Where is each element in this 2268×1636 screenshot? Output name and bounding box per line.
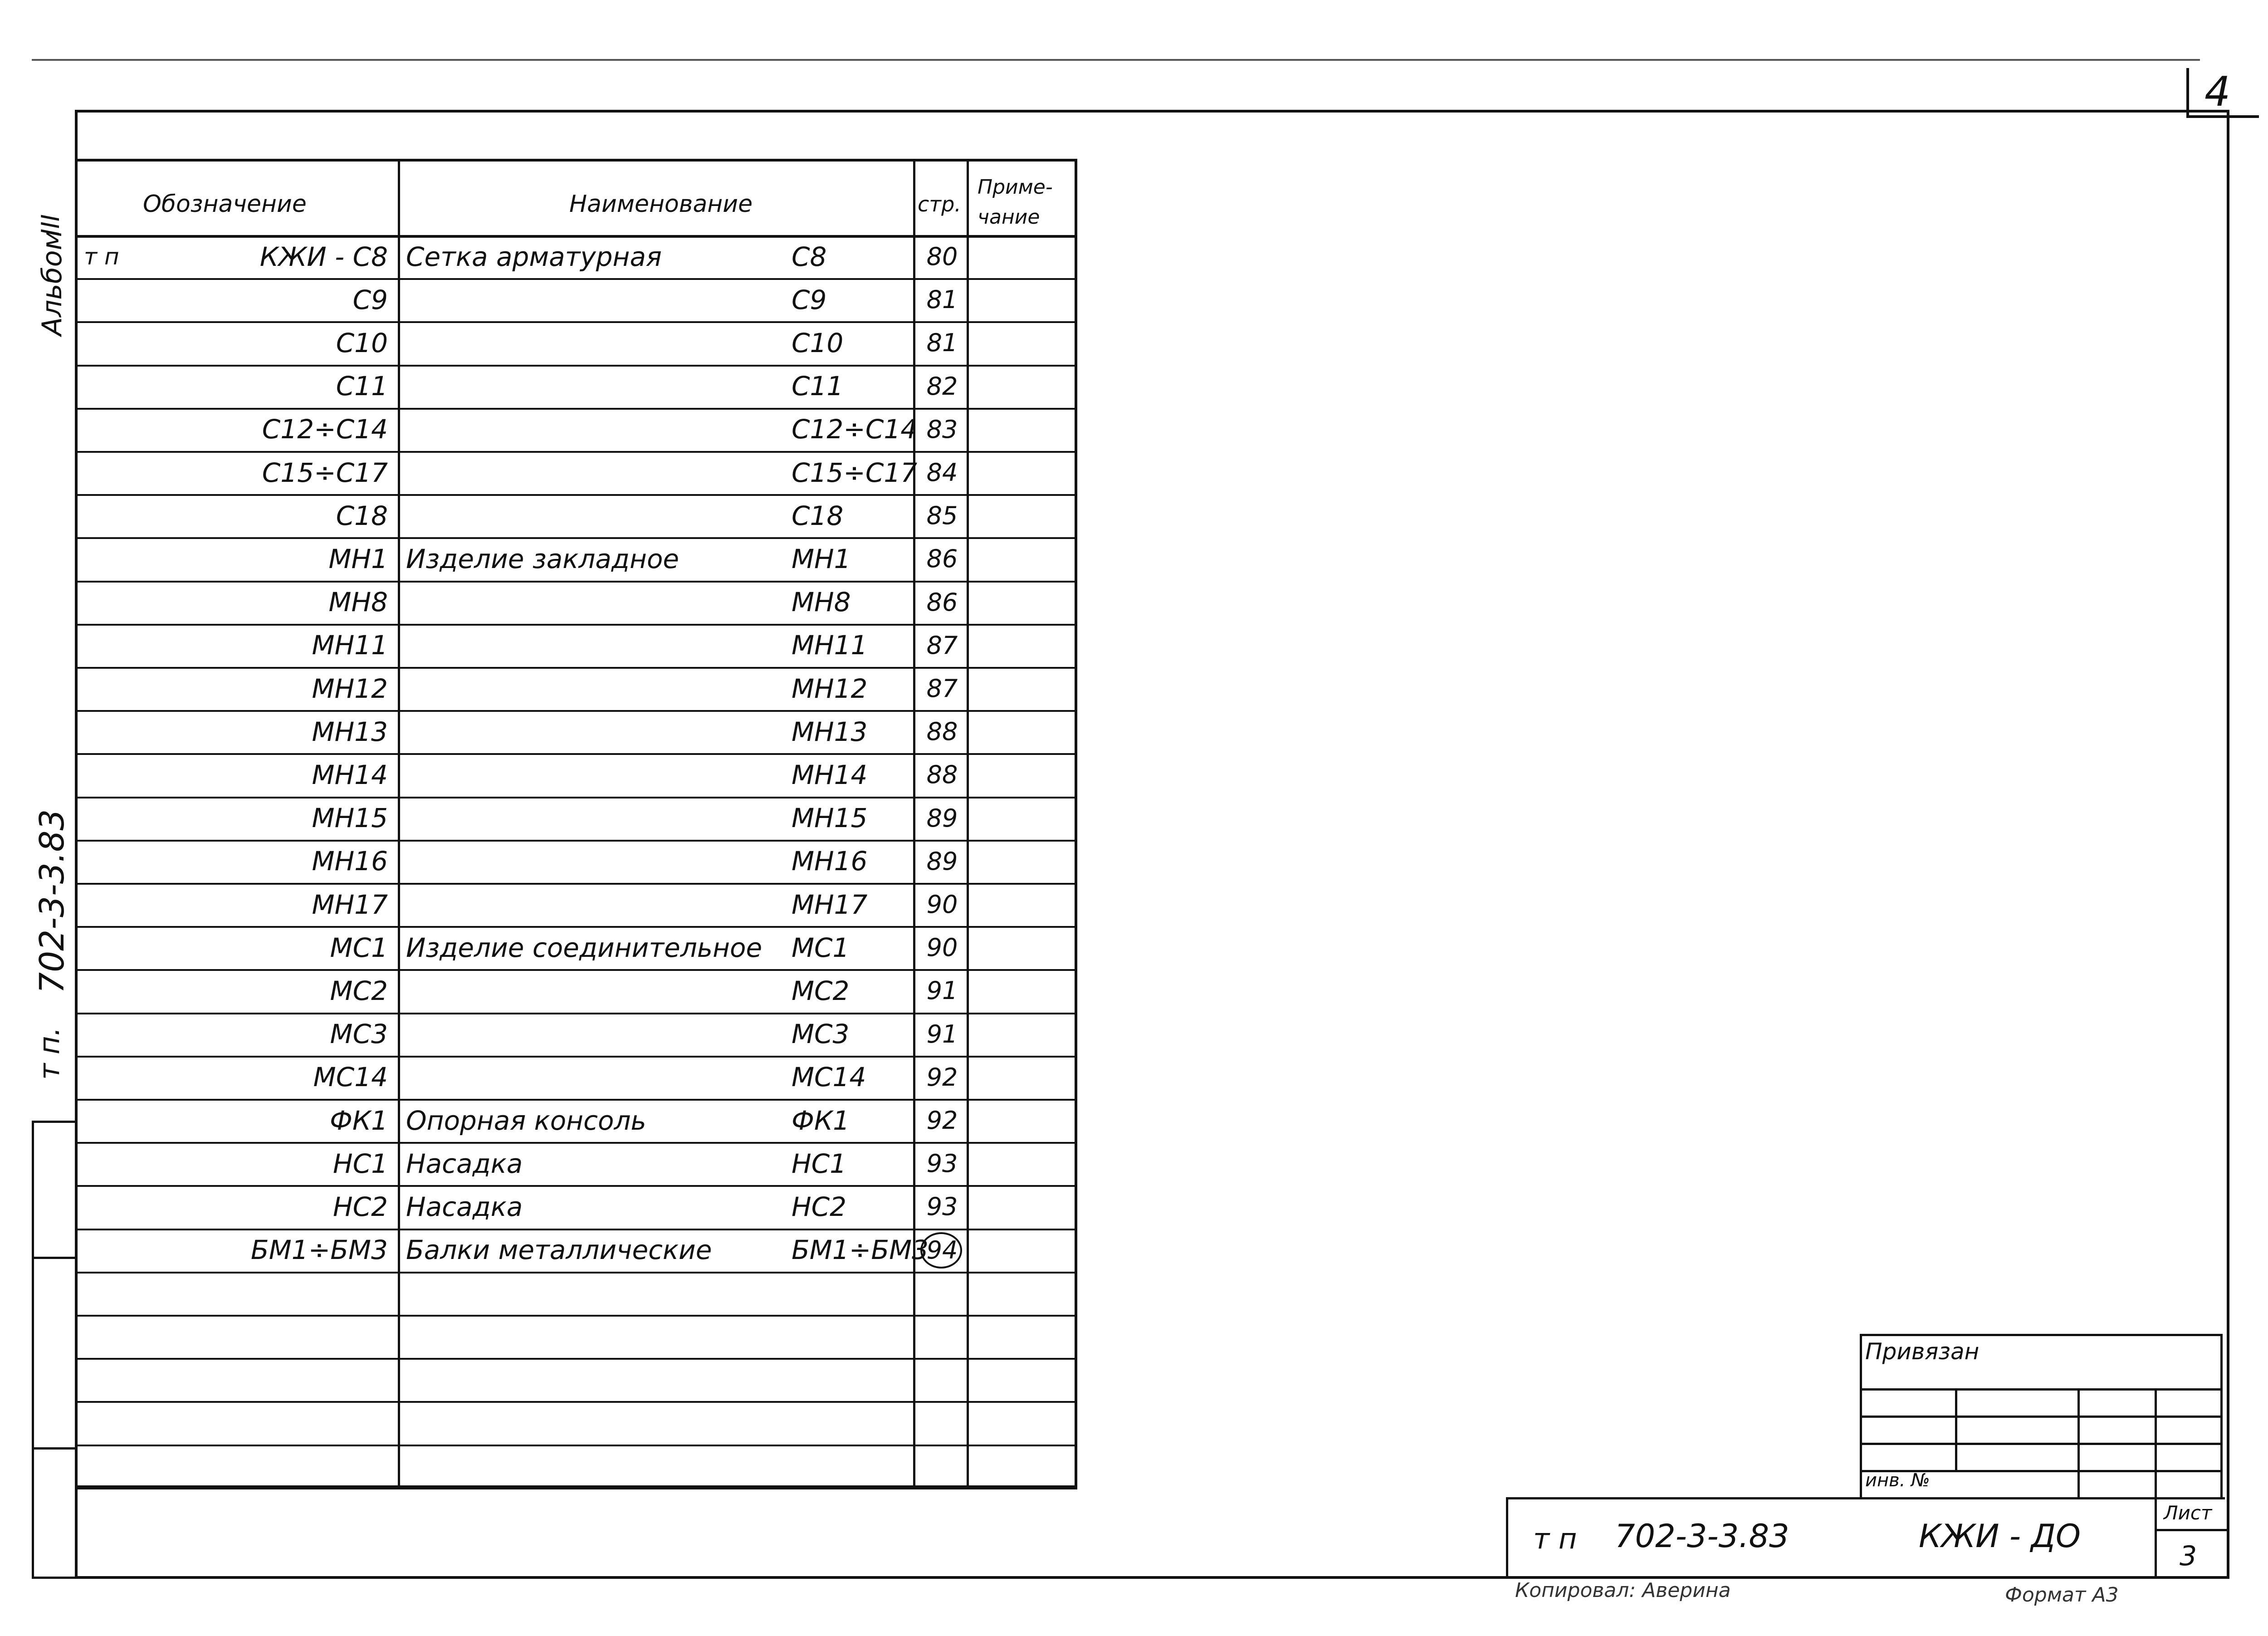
copied-by: Копировал: Аверина	[1515, 1579, 1731, 1602]
row-name	[406, 494, 805, 537]
page-circle-mark	[920, 1232, 962, 1269]
row-name	[406, 1401, 805, 1444]
row-page: 89	[926, 847, 958, 876]
row-name	[406, 278, 805, 321]
row-mark: С18	[792, 500, 844, 531]
header-designation: Обозначение	[143, 191, 307, 218]
attachment-rule	[1860, 1388, 2223, 1391]
side-project-number: 702-3-3.83	[33, 809, 72, 994]
row-mark: БМ1÷БМ3	[792, 1234, 929, 1266]
side-project-prefix: т п.	[33, 1027, 66, 1080]
row-designation: МН17	[312, 889, 388, 920]
attachment-rule	[1860, 1443, 2223, 1445]
row-page: 86	[926, 588, 958, 617]
row-prefix	[84, 365, 175, 408]
row-mark: МН16	[792, 846, 868, 877]
row-page: 90	[926, 890, 958, 919]
contents-table	[75, 159, 1077, 1488]
row-mark: МС1	[792, 932, 850, 963]
row-page: 91	[926, 976, 958, 1005]
row-prefix	[84, 1013, 175, 1056]
row-designation: НС2	[332, 1191, 388, 1222]
row-name	[406, 1013, 805, 1056]
row-designation: ФК1	[329, 1105, 388, 1136]
row-designation	[175, 1445, 392, 1488]
row-page: 83	[926, 415, 958, 444]
row-name	[406, 667, 805, 710]
side-album-number: III	[36, 214, 65, 236]
header-name: Наименование	[569, 191, 753, 218]
row-designation: МН8	[328, 587, 388, 618]
row-mark: МН17	[792, 889, 868, 920]
row-page: 89	[926, 803, 958, 833]
row-prefix	[84, 537, 175, 580]
row-designation: КЖИ - С8	[259, 241, 388, 272]
row-designation: С11	[336, 371, 388, 402]
row-name	[406, 840, 805, 883]
row-mark: НС1	[792, 1148, 847, 1179]
row-designation: С15÷С17	[262, 457, 388, 488]
row-name	[406, 969, 805, 1012]
row-name	[406, 753, 805, 796]
row-name: Изделие закладное	[406, 543, 679, 574]
row-page: 87	[926, 674, 958, 703]
row-rule	[75, 1488, 1077, 1489]
col-line	[398, 159, 400, 1488]
row-designation: С18	[336, 500, 388, 531]
row-mark	[792, 1358, 914, 1401]
row-mark: МС2	[792, 975, 850, 1006]
row-name	[406, 1358, 805, 1401]
row-mark: МН11	[792, 630, 868, 661]
row-name: Опорная консоль	[406, 1105, 646, 1136]
row-prefix	[84, 969, 175, 1012]
row-page: 87	[926, 631, 958, 660]
row-name: Насадка	[406, 1148, 523, 1179]
attached-label: Привязан	[1865, 1338, 1980, 1365]
row-page: 92	[926, 1063, 958, 1092]
row-name	[406, 581, 805, 624]
stamp-tp: т п	[1533, 1522, 1577, 1555]
row-prefix	[84, 278, 175, 321]
format-label: Формат А3	[2005, 1583, 2119, 1607]
row-prefix	[84, 321, 175, 364]
row-page: 86	[926, 544, 958, 573]
row-mark: С12÷С14	[792, 414, 918, 445]
row-prefix	[84, 1142, 175, 1185]
row-designation: С9	[352, 284, 388, 315]
stamp-col	[2155, 1497, 2157, 1579]
row-designation: МС1	[330, 932, 388, 963]
row-page: 94	[926, 1235, 958, 1264]
stamp-box	[1506, 1497, 2225, 1579]
row-designation: МН11	[312, 630, 388, 661]
inv-label: инв. №	[1865, 1470, 1930, 1491]
row-name	[406, 408, 805, 451]
top-rule	[32, 59, 2200, 61]
row-designation: МН15	[312, 803, 388, 834]
row-mark	[792, 1315, 914, 1358]
row-prefix	[84, 451, 175, 494]
row-name	[406, 624, 805, 667]
row-name: Балки металлические	[406, 1234, 712, 1266]
row-prefix	[84, 840, 175, 883]
row-designation	[175, 1272, 392, 1315]
row-mark: С11	[792, 371, 844, 402]
row-mark: МН12	[792, 673, 868, 704]
row-mark: МН15	[792, 803, 868, 834]
row-name	[406, 1272, 805, 1315]
row-name	[406, 1056, 805, 1099]
row-page: 84	[926, 458, 958, 487]
row-designation: БМ1÷БМ3	[250, 1234, 388, 1266]
row-page: 82	[926, 372, 958, 401]
row-name	[406, 321, 805, 364]
row-page: 88	[926, 717, 958, 746]
sheet-number: 3	[2180, 1540, 2197, 1572]
row-prefix	[84, 1272, 175, 1315]
binding-divider	[32, 1257, 77, 1259]
row-mark	[792, 1401, 914, 1444]
row-page	[918, 1272, 967, 1315]
row-prefix	[84, 1185, 175, 1228]
row-name: Изделие соединительное	[406, 932, 763, 963]
row-prefix	[84, 753, 175, 796]
row-prefix	[84, 667, 175, 710]
row-name	[406, 1315, 805, 1358]
row-page: 80	[926, 242, 958, 271]
row-designation: МН12	[312, 673, 388, 704]
row-designation: МН16	[312, 846, 388, 877]
row-designation: МН14	[312, 759, 388, 790]
stamp-project: 702-3-3.83	[1615, 1518, 1789, 1555]
row-mark: НС2	[792, 1191, 847, 1222]
row-prefix	[84, 797, 175, 840]
row-mark	[792, 1445, 914, 1488]
row-mark: МН14	[792, 759, 868, 790]
row-prefix	[84, 1401, 175, 1444]
row-prefix	[84, 710, 175, 753]
row-mark: С8	[792, 241, 827, 272]
row-designation: МН13	[312, 716, 388, 747]
row-mark: МС3	[792, 1019, 850, 1050]
col-line	[967, 159, 969, 1488]
row-name	[406, 883, 805, 926]
row-mark: МН13	[792, 716, 868, 747]
row-designation: МС2	[330, 975, 388, 1006]
row-page: 90	[926, 933, 958, 962]
row-page: 81	[926, 285, 958, 314]
row-page: 92	[926, 1106, 958, 1135]
row-mark: С15÷С17	[792, 457, 918, 488]
row-prefix	[84, 1358, 175, 1401]
row-page: 93	[926, 1192, 958, 1221]
row-mark: ФК1	[792, 1105, 850, 1136]
row-page	[918, 1358, 967, 1401]
row-prefix	[84, 494, 175, 537]
attachment-col	[1955, 1388, 1957, 1470]
attachment-col	[2155, 1388, 2157, 1497]
stamp-doc: КЖИ - ДО	[1919, 1518, 2081, 1555]
row-designation: МС3	[330, 1019, 388, 1050]
row-name: Насадка	[406, 1191, 523, 1222]
row-prefix	[84, 581, 175, 624]
row-page	[918, 1401, 967, 1444]
row-name	[406, 710, 805, 753]
row-page: 93	[926, 1149, 958, 1178]
binding-strip	[32, 1121, 77, 1579]
row-prefix	[84, 1099, 175, 1142]
sheet-corner-number: 4	[2204, 68, 2231, 116]
row-designation: НС1	[332, 1148, 388, 1179]
row-designation: МН1	[328, 543, 388, 574]
row-page	[918, 1315, 967, 1358]
row-name: Сетка арматурная	[406, 241, 662, 272]
row-designation: С12÷С14	[262, 414, 388, 445]
header-note: Приме- чание	[978, 176, 1053, 229]
row-prefix: т п	[84, 243, 119, 270]
side-album-label: Альбом	[36, 230, 68, 336]
row-designation: МС14	[313, 1062, 388, 1093]
row-name	[406, 451, 805, 494]
row-designation	[175, 1358, 392, 1401]
row-page: 88	[926, 760, 958, 789]
row-mark: С10	[792, 327, 844, 358]
row-prefix	[84, 926, 175, 969]
attachment-col	[2077, 1388, 2080, 1497]
row-prefix	[84, 408, 175, 451]
sheet-label: Лист	[2164, 1502, 2212, 1524]
row-designation	[175, 1315, 392, 1358]
row-designation	[175, 1401, 392, 1444]
row-designation: С10	[336, 327, 388, 358]
row-prefix	[84, 1315, 175, 1358]
row-page: 91	[926, 1019, 958, 1048]
row-prefix	[84, 1229, 175, 1272]
header-page: стр.	[918, 192, 961, 216]
row-name	[406, 797, 805, 840]
row-name	[406, 365, 805, 408]
row-prefix	[84, 1056, 175, 1099]
row-page: 81	[926, 328, 958, 358]
row-name	[406, 1445, 805, 1488]
row-mark: МН1	[792, 543, 851, 574]
row-mark: МС14	[792, 1062, 866, 1093]
row-prefix	[84, 1445, 175, 1488]
row-mark	[792, 1272, 914, 1315]
stamp-rule	[2155, 1529, 2227, 1531]
row-page	[918, 1445, 967, 1488]
row-prefix	[84, 883, 175, 926]
row-mark: МН8	[792, 587, 851, 618]
row-page: 85	[926, 501, 958, 530]
row-mark: С9	[792, 284, 827, 315]
attachment-rule	[1860, 1416, 2223, 1418]
row-prefix	[84, 624, 175, 667]
binding-divider	[32, 1447, 77, 1450]
